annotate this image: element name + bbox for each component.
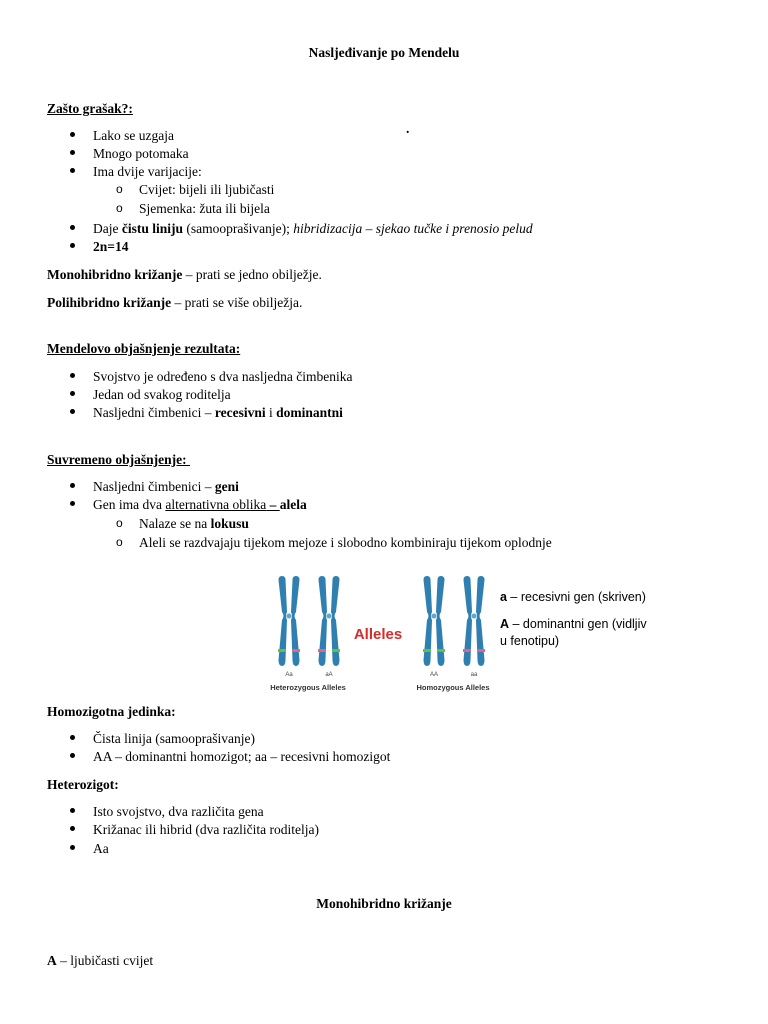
chromatid [291, 576, 300, 666]
list-item-daje: Daje čistu liniju (samooprašivanje); hibridizacija – sjekao tučke i prenosio pelud [93, 221, 533, 236]
allele-band [477, 649, 485, 652]
chromosome-icon [318, 576, 340, 666]
bullet [70, 501, 75, 506]
allele-band [318, 649, 326, 652]
centromere [472, 614, 477, 619]
allele-band [463, 649, 471, 652]
list-item: AA – dominantni homozigot; aa – recesivni homozigot [93, 749, 391, 764]
legend-recessive: a – recesivni gen (skriven) [500, 590, 646, 604]
pea-heading: Zašto grašak?: [47, 101, 133, 116]
alleles-figure [262, 574, 662, 698]
modern-heading: Suvremeno objašnjenje: [47, 452, 190, 467]
list-item: 2n=14 [93, 239, 129, 254]
bullet [70, 483, 75, 488]
list-item: Lako se uzgaja [93, 128, 174, 143]
centromere [432, 614, 437, 619]
allele-label: aa [470, 672, 478, 678]
bullet [70, 225, 75, 230]
allele-label: Aa [285, 672, 293, 678]
sub-bullet: o [116, 201, 123, 215]
allele-band [332, 649, 340, 652]
list-item: Svojstvo je određeno s dva nasljedna čimbenika [93, 369, 353, 384]
sub-list-item: Cvijet: bijeli ili ljubičasti [139, 182, 275, 197]
poly-definition: Polihibridno križanje – prati se više obilježja. [47, 295, 303, 310]
list-item: Jedan od svakog roditelja [93, 387, 231, 402]
allele-band [292, 649, 300, 652]
sub-list-item: Nalaze se na lokusu [139, 516, 249, 531]
list-item: Nasljedni čimbenici – recesivni i dominantni [93, 405, 343, 420]
sub-list-item: Sjemenka: žuta ili bijela [139, 201, 270, 216]
chromatid [319, 576, 328, 666]
bullet [70, 735, 75, 740]
centromere [327, 614, 332, 619]
chromosome-icon [463, 576, 485, 666]
allele-band [423, 649, 431, 652]
sub-bullet: o [116, 516, 123, 530]
list-item: Isto svojstvo, dva različita gena [93, 804, 264, 819]
chromatid [279, 576, 288, 666]
chromatid [436, 576, 445, 666]
sub-list-item: Aleli se razdvajaju tijekom mejoze i slobodno kombiniraju tijekom oplodnje [139, 535, 552, 550]
hetero-heading: Heterozigot: [47, 777, 119, 792]
allele-definition: A – ljubičasti cvijet [47, 953, 154, 968]
legend-dominant: A – dominantni gen (vidljiv [500, 617, 647, 631]
bullet [70, 150, 75, 155]
bullet [70, 808, 75, 813]
bullet [70, 391, 75, 396]
mendel-heading: Mendelovo objašnjenje rezultata: [47, 341, 241, 356]
chromosome-illustration [262, 574, 510, 698]
bullet [70, 132, 75, 137]
bullet [70, 373, 75, 378]
allele-label: AA [429, 672, 439, 678]
list-item: Aa [93, 841, 109, 856]
bullet [70, 243, 75, 248]
centromere [287, 614, 292, 619]
list-item: Nasljedni čimbenici – geni [93, 479, 239, 494]
homo-heading: Homozigotna jedinka: [47, 704, 176, 719]
alleles-label: Alleles [353, 626, 403, 643]
bullet [70, 168, 75, 173]
section-title: Monohibridno križanje [316, 896, 452, 911]
list-item: Gen ima dva alternativna oblika – alela [93, 497, 307, 512]
bullet [70, 845, 75, 850]
heterozygous-caption: Heterozygous Alleles [270, 683, 346, 692]
allele-band [278, 649, 286, 652]
stray-dot: . [406, 121, 410, 136]
sub-bullet: o [116, 535, 123, 549]
bullet [70, 826, 75, 831]
list-item: Ima dvije varijacije: [93, 164, 202, 179]
list-item: Mnogo potomaka [93, 146, 189, 161]
bullet [70, 753, 75, 758]
page-title: Nasljeđivanje po Mendelu [308, 45, 460, 60]
chromatid [331, 576, 340, 666]
mono-definition: Monohibridno križanje – prati se jedno obilježje. [47, 267, 322, 282]
allele-band [437, 649, 445, 652]
list-item: Križanac ili hibrid (dva različita roditelja) [93, 822, 320, 837]
list-item: Čista linija (samooprašivanje) [93, 731, 255, 746]
sub-bullet: o [116, 182, 123, 196]
chromosome-icon [278, 576, 300, 666]
allele-label: aA [325, 672, 333, 678]
bullet [70, 409, 75, 414]
chromatid [464, 576, 473, 666]
chromosome-icon [423, 576, 445, 666]
legend-dominant-line2: u fenotipu) [500, 634, 560, 648]
homozygous-caption: Homozygous Alleles [416, 683, 490, 692]
chromatid [476, 576, 485, 666]
chromatid [424, 576, 433, 666]
